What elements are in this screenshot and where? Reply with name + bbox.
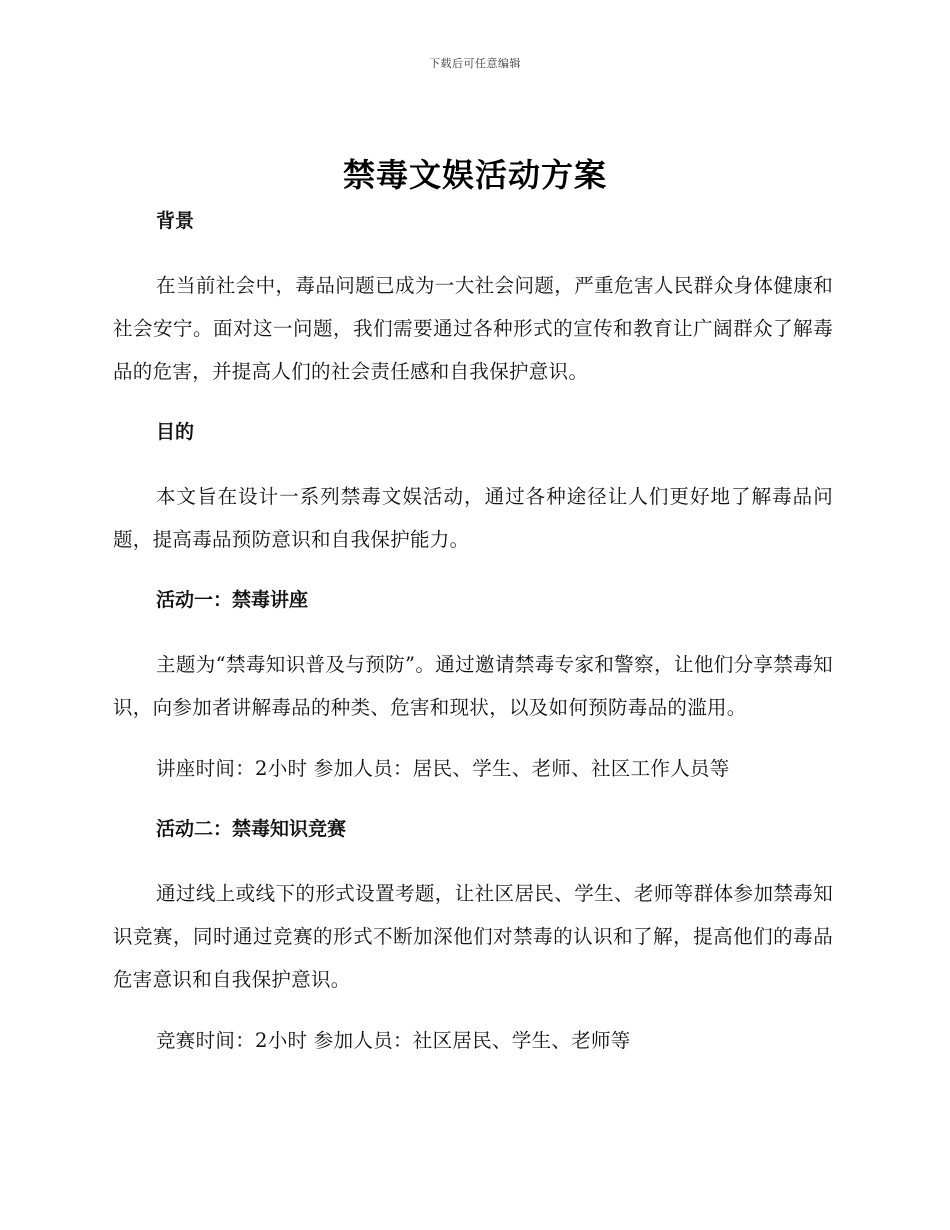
header-note: 下载后可任意编辑 (429, 57, 521, 70)
section-details-activity2: 竞赛时间：2小时 参加人员：社区居民、学生、老师等 (156, 1029, 631, 1052)
section-paragraph-activity2: 通过线上或线下的形式设置考题，让社区居民、学生、老师等群体参加禁毒知识竞赛，同时通过竞赛的形式不断加深他们对禁毒的认识和了解，提高他们的毒品危害意识和自我保护意识。 (113, 882, 833, 991)
section-heading-activity1: 活动一：禁毒讲座 (156, 589, 309, 611)
section-paragraph-purpose: 本文旨在设计一系列禁毒文娱活动，通过各种途径让人们更好地了解毒品问题，提高毒品预防意识和自我保护能力。 (113, 485, 833, 551)
section-details-activity1: 讲座时间：2小时 参加人员：居民、学生、老师、社区工作人员等 (156, 757, 730, 780)
section-paragraph-activity1: 主题为“禁毒知识普及与预防”。通过邀请禁毒专家和警察，让他们分享禁毒知识，向参加者讲解毒品的种类、危害和现状，以及如何预防毒品的滥用。 (113, 653, 833, 719)
document-title: 禁毒文娱活动方案 (342, 156, 607, 194)
section-heading-activity2: 活动二：禁毒知识竞赛 (156, 818, 347, 840)
section-heading-background: 背景 (156, 210, 195, 232)
document-body (113, 200, 833, 1080)
section-heading-purpose: 目的 (156, 421, 195, 443)
section-paragraph-background: 在当前社会中，毒品问题已成为一大社会问题，严重危害人民群众身体健康和社会安宁。面对这一问题，我们需要通过各种形式的宣传和教育让广阔群众了解毒品的危害，并提高人们的社会责任感和自我保护意识。 (113, 274, 833, 383)
